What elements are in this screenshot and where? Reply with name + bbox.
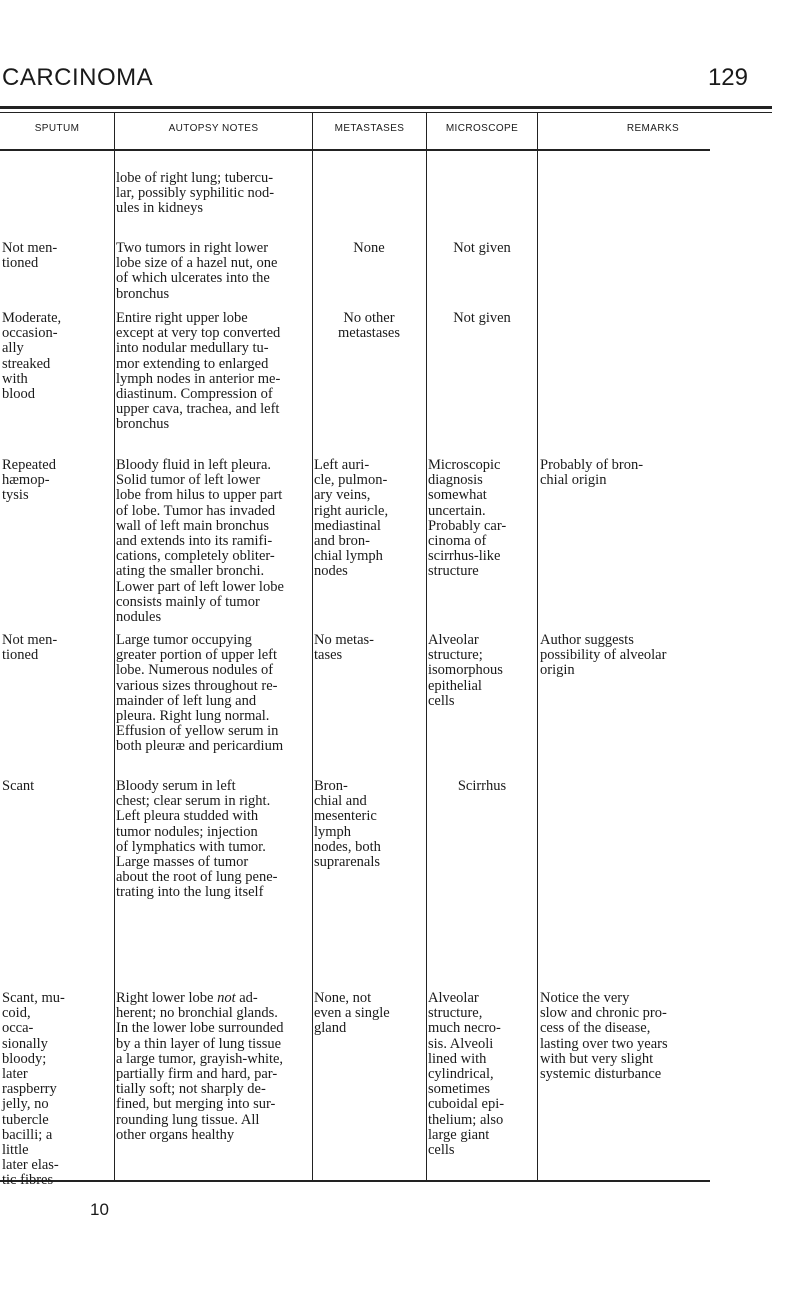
header-rule — [0, 149, 710, 151]
sputum-cell: Repeated hæmop- tysis — [2, 457, 56, 504]
column-divider-2 — [312, 113, 313, 1180]
metastases-cell: No other metastases — [337, 310, 400, 342]
sputum-cell: Not men- tioned — [2, 632, 58, 664]
metastases-cell: Bron- chial and mesenteric lymph nodes, both suprarenals — [314, 778, 381, 871]
autopsy-text-start: Right lower lobe — [116, 990, 218, 1006]
autopsy-cell — [116, 991, 310, 1143]
microscope-cell: Not given — [453, 310, 511, 326]
column-header-autopsy-notes: AUTOPSY NOTES — [168, 123, 259, 134]
sputum-cell: Scant, mu- coid, occa- sionally bloody; later raspberry jelly, no tubercle bacilli; a little later elas- tic fibres — [2, 990, 65, 1189]
column-divider-1 — [114, 113, 115, 1180]
top-rule-thin — [0, 112, 772, 113]
microscope-cell: Alveolar structure, much necro- sis. Alveoli lined with cylindrical, sometimes cuboidal epi- thelium; also large giant cells — [428, 990, 505, 1159]
autopsy-cell: Bloody serum in left chest; clear serum in right. Left pleura studded with tumor nodules; injection of lymphatics with tumor. Large masses of tumor about the root of lung pene- trating into the lung itself — [116, 778, 278, 901]
microscope-cell: Not given — [453, 240, 511, 256]
metastases-cell: Left auri- cle, pulmon- ary veins, right auricle, mediastinal and bron- chial lymph nodes — [314, 457, 389, 580]
microscope-cell: Microscopic diagnosis somewhat uncertain. Probably car- cinoma of scirrhus-like structure — [428, 457, 507, 580]
remarks-cell: Probably of bron- chial origin — [540, 457, 644, 489]
autopsy-cell: Bloody fluid in left pleura. Solid tumor of left lower lobe from hilus to upper part of lobe. Tumor has invaded wall of left main bronchus and extends into its ramifi- cations, completely obliter- ating the smaller bronchi. Lower part of left lower lobe consists mainly of tumor nodules — [116, 457, 284, 626]
metastases-cell: No metas- tases — [314, 632, 374, 664]
metastases-cell: None, not even a single gland — [314, 990, 390, 1037]
autopsy-text-rest: ad- herent; no bronchial glands. In the lower lobe surrounded by a thin layer of lung tissue a large tumor, grayish-white, partially firm and hard, par- tially soft; not sharply de- fined, but merging into sur- rounding lung tissue. All other organs healthy — [116, 990, 284, 1143]
remarks-cell: Notice the very slow and chronic pro- cess of the disease, lasting over two years with but very slight systemic disturbance — [540, 990, 668, 1083]
signature-mark: 10 — [90, 1200, 109, 1219]
sputum-cell: Not men- tioned — [2, 240, 58, 272]
column-header-metastases: METASTASES — [334, 123, 405, 134]
remarks-cell: Author suggests possibility of alveolar origin — [540, 632, 667, 679]
microscope-cell: Alveolar structure; isomorphous epithelial cells — [428, 632, 503, 709]
page-number: 129 — [707, 64, 748, 91]
running-title: CARCINOMA — [2, 64, 154, 91]
column-header-remarks: REMARKS — [626, 123, 680, 134]
column-divider-3 — [426, 113, 427, 1180]
column-divider-4 — [537, 113, 538, 1180]
autopsy-emphasis: not — [217, 990, 236, 1006]
sputum-cell: Moderate, occasion- ally streaked with blood — [2, 310, 62, 403]
autopsy-cell: Entire right upper lobe except at very top converted into nodular medullary tu- mor extending to enlarged lymph nodes in anterior me- diastinum. Compression of upper cava, trachea, and left bronchus — [116, 310, 281, 433]
metastases-cell: None — [353, 240, 385, 256]
sputum-cell: Scant — [2, 778, 35, 794]
column-header-sputum: SPUTUM — [34, 123, 80, 134]
microscope-cell: Scirrhus — [457, 778, 507, 794]
top-rule-thick — [0, 106, 772, 109]
autopsy-cell: Large tumor occupying greater portion of upper left lobe. Numerous nodules of various sizes throughout re- mainder of left lung and pleura. Right lung normal. Effusion of yellow serum in both pleuræ and pericardium — [116, 632, 284, 755]
autopsy-cell: lobe of right lung; tubercu- lar, possibly syphilitic nod- ules in kidneys — [116, 170, 275, 217]
column-header-microscope: MICROSCOPE — [445, 123, 519, 134]
running-header — [0, 64, 800, 94]
autopsy-cell: Two tumors in right lower lobe size of a hazel nut, one of which ulcerates into the bronchus — [116, 240, 278, 302]
